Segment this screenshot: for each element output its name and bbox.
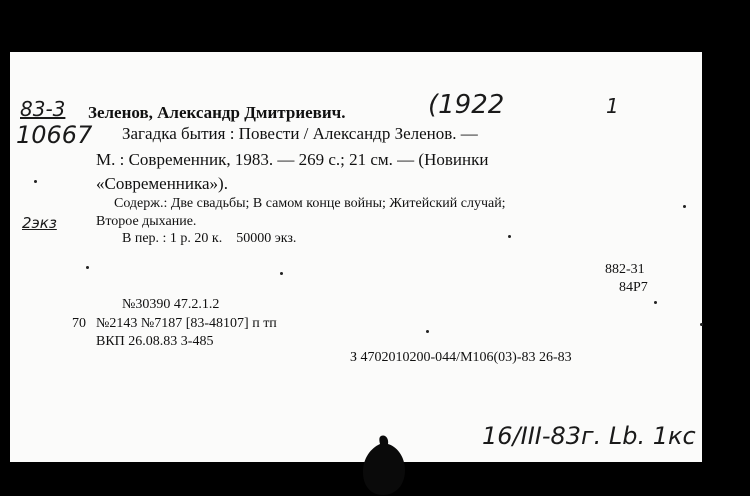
- speck: [86, 266, 89, 269]
- price-and-print-run: В пер. : 1 р. 20 к. 50000 экз.: [122, 231, 297, 246]
- record-number: №30390 47.2.1.2: [122, 297, 220, 312]
- speck: [426, 330, 429, 333]
- speck: [34, 180, 37, 183]
- speck: [654, 301, 657, 304]
- contents-line-1: Содерж.: Две свадьбы; В самом конце войны; Житейский случай;: [114, 196, 506, 211]
- ink-blot: [361, 434, 407, 496]
- handwritten-bottom-note: 16/III-83г. Lb. 1кс: [482, 422, 696, 450]
- code-line: З 4702010200-044/М106(03)-83 26-83: [350, 350, 572, 365]
- handwritten-corner-mark: 1: [606, 94, 619, 118]
- handwritten-left-mark: 2экз: [22, 214, 57, 232]
- author-heading: Зеленов, Александр Дмитриевич.: [88, 103, 346, 122]
- speck: [508, 235, 511, 238]
- speck: [280, 272, 283, 275]
- handwritten-call-number-top: 83-3: [20, 97, 66, 121]
- title-line-2: М. : Современник, 1983. — 269 с.; 21 см. — (Новинки: [96, 150, 489, 169]
- order-prefix: 70: [72, 316, 86, 331]
- title-line-1: Загадка бытия : Повести / Александр Зеленов. —: [122, 124, 478, 143]
- title-line-3: «Современника»).: [96, 174, 228, 193]
- vkp-line: ВКП 26.08.83 3-485: [96, 334, 214, 349]
- speck: [700, 323, 703, 326]
- catalog-card: [10, 52, 702, 462]
- class-number-2: 84Р7: [619, 280, 648, 295]
- handwritten-call-number-bottom: 10667: [16, 121, 93, 149]
- contents-line-2: Второе дыхание.: [96, 214, 197, 229]
- class-number-1: 882-31: [605, 262, 645, 277]
- order-line: №2143 №7187 [83-48107] п тп: [96, 316, 277, 331]
- handwritten-year-note: (1922: [428, 90, 505, 120]
- speck: [683, 205, 686, 208]
